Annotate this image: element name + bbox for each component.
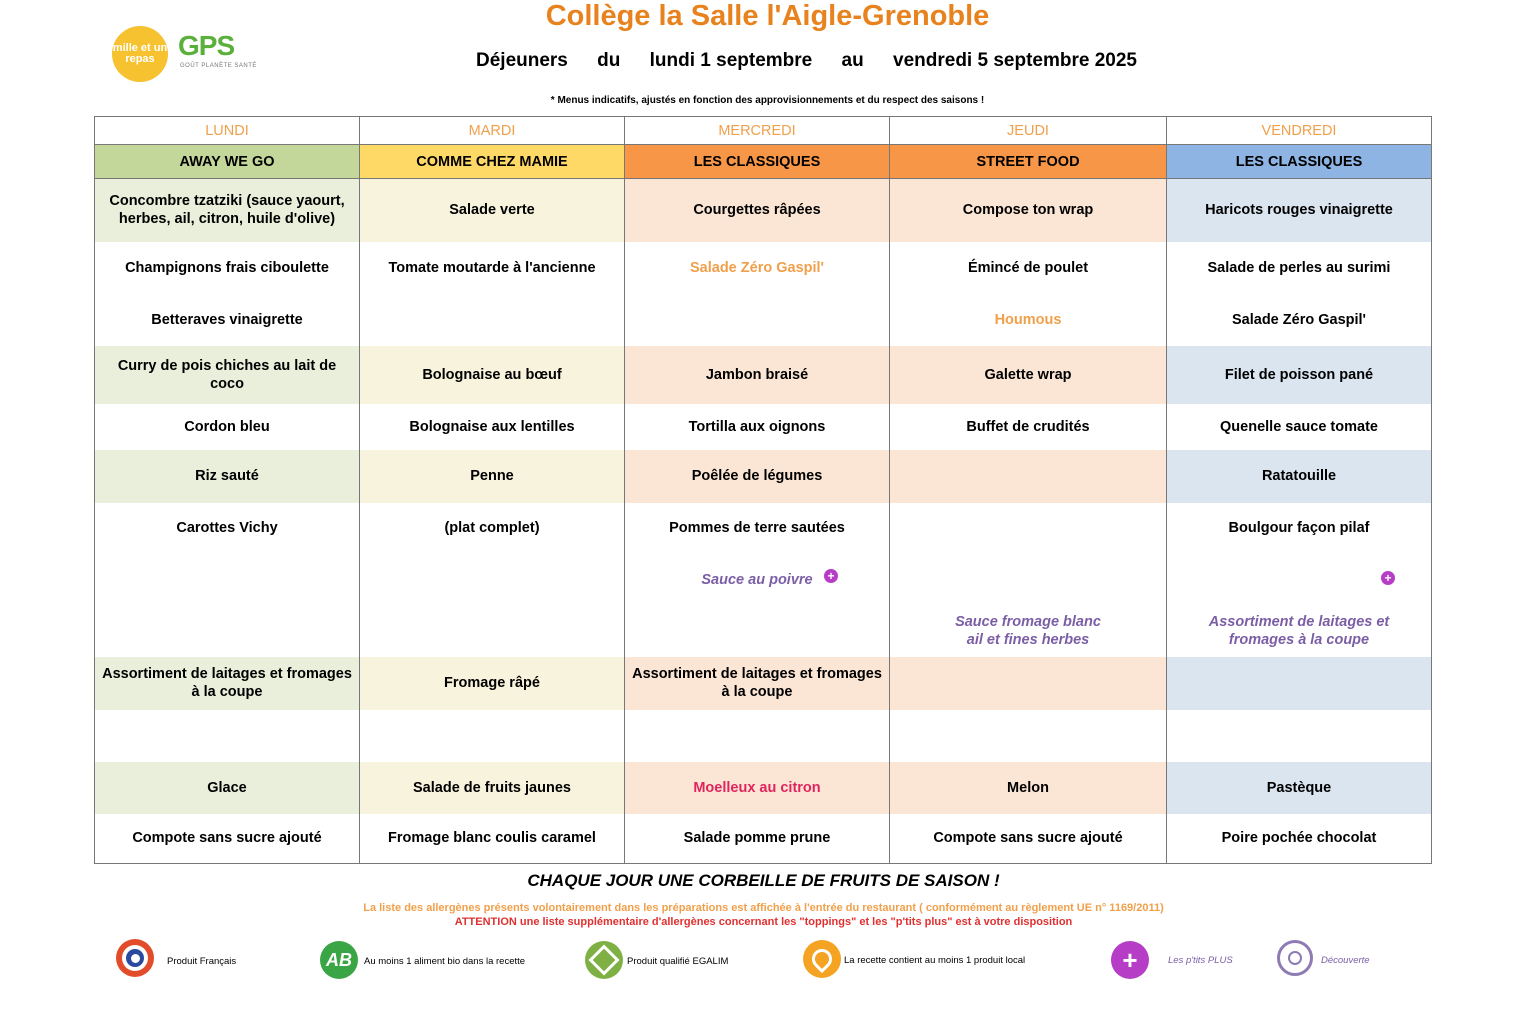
menu-item: Poêlée de légumes [625,450,890,503]
ptits-plus-icon: + [824,569,838,583]
menu-item-cell [890,503,1167,657]
menu-item [890,657,1167,710]
day-tuesday: MARDI [360,117,625,145]
legend-label: Produit Français [167,956,237,967]
menu-item-cell [1167,503,1432,657]
menu-item: Salade de perles au surimi [1167,242,1432,294]
menu-item: Émincé de poulet [890,242,1167,294]
dairy-assortment [1167,613,1431,649]
french-product-icon [116,939,154,977]
sauce-line-2: ail et fines herbes [966,631,1090,648]
menu-item: Fromage râpé [360,657,625,710]
sauce-au-poivre [629,568,885,589]
menu-item: Champignons frais ciboulette [95,242,360,294]
menu-item: Salade Zéro Gaspil' [1167,294,1432,346]
day-friday: VENDREDI [1167,117,1432,145]
empty-row [95,710,1432,762]
menu-item: Glace [95,762,360,814]
mille-et-un-repas-logo: mille et un repas [112,26,168,82]
menu-item: Compose ton wrap [890,179,1167,242]
legend-label: Au moins 1 aliment bio dans la recette [364,956,526,967]
fruit-basket-notice: CHAQUE JOUR UNE CORBEILLE DE FRUITS DE SAISON ! [527,871,1000,890]
side-row-1 [95,450,1432,503]
day-header-row [95,117,1432,145]
menu-item: Curry de pois chiches au lait de coco [95,346,360,404]
menu-item: Salade pomme prune [625,814,890,864]
menu-item: Betteraves vinaigrette [95,294,360,346]
menu-item: Ratatouille [1167,450,1432,503]
main-row-2 [95,404,1432,450]
egalim-icon [585,941,623,979]
discovery-icon [1277,940,1313,976]
menu-note: * Menus indicatifs, ajustés en fonction des approvisionnements et du respect des saisons ! [550,95,985,106]
week-range [476,50,1137,72]
gps-logo-subtitle: GOÛT PLANÈTE SANTÉ [180,63,257,69]
menu-item: Salade de fruits jaunes [360,762,625,814]
menu-item: Filet de poisson pané [1167,346,1432,404]
starter-row-2 [95,242,1432,294]
menu-item-cell [625,503,890,657]
side-row-2 [95,503,1432,657]
theme-friday: LES CLASSIQUES [1167,145,1432,179]
sauce-label: Sauce au poivre [701,571,813,588]
gps-logo: GPS [178,30,235,61]
theme-wednesday: LES CLASSIQUES [625,145,890,179]
menu-item: Galette wrap [890,346,1167,404]
menu-item: Tortilla aux oignons [625,404,890,450]
ptits-plus-icon: + [1111,941,1149,979]
dairy-line-2: fromages à la coupe [1228,631,1370,648]
menu-item: Penne [360,450,625,503]
menu-item: Poire pochée chocolat [1167,814,1432,864]
theme-thursday: STREET FOOD [890,145,1167,179]
week-to-word: au [841,50,864,71]
menu-item: Cordon bleu [95,404,360,450]
dairy-line-1: Assortiment de laitages et [1208,613,1390,630]
menu-item: Melon [890,762,1167,814]
dessert-row-2 [95,814,1432,864]
legend-label: La recette contient au moins 1 produit local [844,955,1026,966]
day-wednesday: MERCREDI [625,117,890,145]
menu-item: Buffet de crudités [890,404,1167,450]
allergen-warning: ATTENTION une liste supplémentaire d'allergènes concernant les "toppings" et les "p'tits plus" est à votre disposition [454,916,1073,928]
menu-item [360,294,625,346]
menu-item: Assortiment de laitages et fromages à la coupe [625,657,890,710]
empty-cell [625,710,890,762]
starter-row-3 [95,294,1432,346]
legend-label: Les p'tits PLUS [1168,955,1233,966]
theme-row [95,145,1432,179]
legend-label: Produit qualifié EGALIM [627,956,729,967]
dairy-row [95,657,1432,710]
theme-monday: AWAY WE GO [95,145,360,179]
starter-row-1 [95,179,1432,242]
menu-item: Concombre tzatziki (sauce yaourt, herbes, ail, citron, huile d'olive) [95,179,360,242]
menu-item: Salade Zéro Gaspil' [625,242,890,294]
sauce-line-1: Sauce fromage blanc [955,613,1101,630]
menu-item: (plat complet) [360,503,625,657]
menu-item: Fromage blanc coulis caramel [360,814,625,864]
menu-item [1167,657,1432,710]
menu-item: Assortiment de laitages et fromages à la coupe [95,657,360,710]
menu-item: Compote sans sucre ajouté [890,814,1167,864]
empty-cell [1167,710,1432,762]
dessert-row-1 [95,762,1432,814]
empty-cell [890,710,1167,762]
ptits-plus-icon: + [1381,571,1395,585]
day-monday: LUNDI [95,117,360,145]
menu-item: Pastèque [1167,762,1432,814]
week-start: lundi 1 septembre [649,50,813,71]
menu-item: Compote sans sucre ajouté [95,814,360,864]
menu-item: Pommes de terre sautées [669,519,845,536]
local-product-icon [803,940,841,978]
empty-cell [360,710,625,762]
menu-item: Haricots rouges vinaigrette [1167,179,1432,242]
menu-item: Bolognaise aux lentilles [360,404,625,450]
week-end: vendredi 5 septembre 2025 [893,50,1137,71]
day-thursday: JEUDI [890,117,1167,145]
menu-item: Tomate moutarde à l'ancienne [360,242,625,294]
week-label: Déjeuners [476,50,568,71]
menu-table [94,116,1432,864]
legend-label: Découverte [1321,955,1370,966]
menu-item: Houmous [890,294,1167,346]
menu-item: Bolognaise au bœuf [360,346,625,404]
organic-ab-icon: AB [320,941,358,979]
menu-item: Salade verte [360,179,625,242]
menu-item: Moelleux au citron [625,762,890,814]
menu-item: Jambon braisé [625,346,890,404]
menu-item: Quenelle sauce tomate [1167,404,1432,450]
empty-cell [95,710,360,762]
allergen-notice: La liste des allergènes présents volontairement dans les préparations est affichée à l'entrée du restaurant ( conformément au règlement UE n° 1169/2011) [363,902,1164,914]
menu-item: Boulgour façon pilaf [1228,519,1370,536]
menu-item: Carottes Vichy [95,503,360,657]
school-title: Collège la Salle l'Aigle-Grenoble [545,0,990,32]
main-row-1 [95,346,1432,404]
menu-item: Courgettes râpées [625,179,890,242]
week-from-word: du [597,50,621,71]
menu-item: Riz sauté [95,450,360,503]
menu-item [625,294,890,346]
menu-item [890,450,1167,503]
theme-tuesday: COMME CHEZ MAMIE [360,145,625,179]
